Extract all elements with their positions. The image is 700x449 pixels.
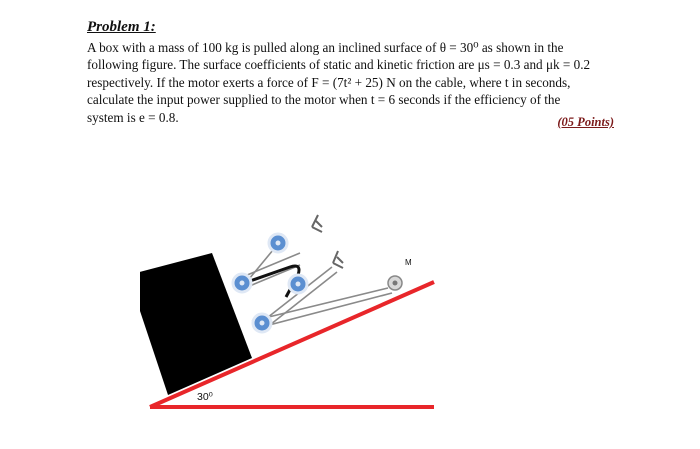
statement-line: calculate the input power supplied to the motor when t = 6 seconds if the efficiency of the bbox=[87, 92, 561, 108]
angle-label: 30⁰ bbox=[197, 391, 213, 403]
pulley-icon bbox=[253, 314, 271, 332]
pulley-icon bbox=[289, 275, 307, 293]
motor-label: M bbox=[405, 258, 412, 267]
anchor-icon bbox=[333, 251, 343, 268]
statement-line: respectively. If the motor exerts a force of F = (7t² + 25) N on the cable, where t in seconds, bbox=[87, 74, 571, 90]
statement-line: system is e = 0.8. bbox=[87, 109, 179, 125]
problem-title: Problem 1: bbox=[87, 19, 156, 35]
anchor-icon bbox=[312, 215, 322, 232]
box bbox=[140, 253, 252, 395]
statement-line: following figure. The surface coefficients of static and kinetic friction are μs = 0.3 and μk = 0.2 bbox=[87, 57, 591, 73]
pulley-icon bbox=[269, 234, 287, 252]
points-label: (05 Points) bbox=[557, 115, 614, 129]
incline-figure bbox=[140, 205, 450, 425]
motor-icon bbox=[388, 276, 402, 290]
problem-statement bbox=[87, 39, 615, 126]
pulley-icon bbox=[233, 274, 251, 292]
statement-line: A box with a mass of 100 kg is pulled along an inclined surface of θ = 30⁰ as shown in the bbox=[87, 40, 564, 55]
